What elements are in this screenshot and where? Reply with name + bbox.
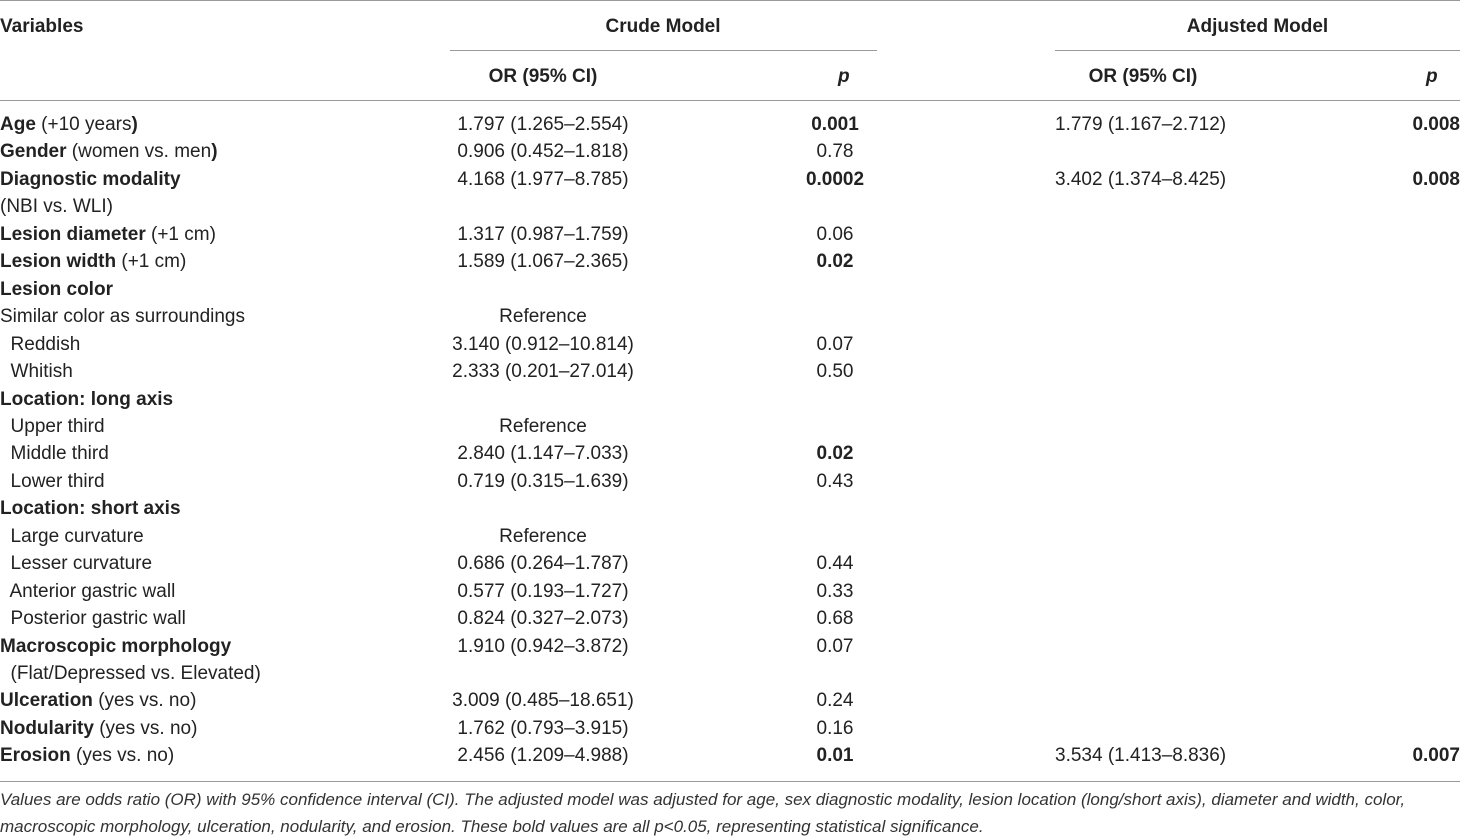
row-crude-or: 2.456 (1.209–4.988) bbox=[457, 745, 629, 766]
row-variable-detail: Similar color as surroundings bbox=[0, 306, 245, 327]
row-variable-bold-tail: ) bbox=[131, 114, 138, 135]
row-variable-detail: Lower third bbox=[0, 471, 105, 492]
row-crude-or: 4.168 (1.977–8.785) bbox=[457, 169, 629, 190]
row-variable bbox=[0, 306, 245, 328]
row-crude-p: 0.07 bbox=[816, 334, 854, 355]
row-variable bbox=[0, 141, 218, 163]
row-variable-detail: Large curvature bbox=[0, 526, 144, 547]
row-variable bbox=[0, 718, 197, 740]
header-adjusted-model: Adjusted Model bbox=[1186, 16, 1329, 37]
row-variable bbox=[0, 581, 175, 603]
row-variable-bold: Age bbox=[0, 114, 36, 135]
row-crude-or: 1.797 (1.265–2.554) bbox=[457, 114, 629, 135]
top-rule bbox=[0, 0, 1460, 1]
header-variables: Variables bbox=[0, 16, 84, 37]
row-variable-bold: Ulceration bbox=[0, 690, 93, 711]
row-crude-p: 0.68 bbox=[816, 608, 854, 629]
row-variable-bold: Location: long axis bbox=[0, 389, 174, 410]
row-crude-or: 2.840 (1.147–7.033) bbox=[457, 443, 629, 464]
row-variable-detail: Upper third bbox=[0, 416, 105, 437]
row-adjusted-p: 0.008 bbox=[1412, 169, 1460, 190]
row-crude-p: 0.43 bbox=[816, 471, 854, 492]
row-crude-or: 3.140 (0.912–10.814) bbox=[452, 334, 634, 355]
row-variable-detail: (yes vs. no) bbox=[70, 745, 175, 766]
header-rule bbox=[0, 100, 1460, 101]
row-variable-detail: Lesser curvature bbox=[0, 553, 153, 574]
row-variable bbox=[0, 279, 113, 301]
row-variable bbox=[0, 443, 109, 465]
row-crude-p: 0.78 bbox=[816, 141, 854, 162]
row-variable bbox=[0, 690, 196, 712]
row-crude-p: 0.16 bbox=[816, 718, 854, 739]
row-adjusted-p: 0.008 bbox=[1412, 114, 1460, 135]
row-variable bbox=[0, 663, 261, 685]
row-variable-detail: (+1 cm) bbox=[116, 251, 187, 272]
row-crude-p: 0.44 bbox=[816, 553, 854, 574]
row-variable-detail: (+10 years bbox=[35, 114, 132, 135]
row-variable-bold-tail: ) bbox=[211, 141, 218, 162]
crude-group-rule bbox=[450, 50, 877, 51]
row-variable-detail: Reddish bbox=[0, 334, 81, 355]
row-crude-p: 0.07 bbox=[816, 636, 854, 657]
row-crude-p: 0.06 bbox=[816, 224, 854, 245]
row-variable bbox=[0, 361, 73, 383]
row-variable bbox=[0, 416, 105, 438]
row-variable bbox=[0, 745, 174, 767]
row-crude-p: 0.001 bbox=[811, 114, 859, 135]
row-crude-or: 0.824 (0.327–2.073) bbox=[457, 608, 629, 629]
row-variable-detail: (+1 cm) bbox=[145, 224, 216, 245]
row-crude-or: 2.333 (0.201–27.014) bbox=[452, 361, 634, 382]
row-variable-bold: Diagnostic modality bbox=[0, 169, 181, 190]
row-variable-bold: Nodularity bbox=[0, 718, 94, 739]
row-crude-or: 3.009 (0.485–18.651) bbox=[452, 690, 634, 711]
row-variable-detail: Whitish bbox=[0, 361, 73, 382]
row-adjusted-or: 3.534 (1.413–8.836) bbox=[1055, 745, 1227, 766]
row-variable bbox=[0, 636, 231, 658]
row-crude-or: 0.686 (0.264–1.787) bbox=[457, 553, 629, 574]
row-crude-or: 1.910 (0.942–3.872) bbox=[457, 636, 629, 657]
row-crude-or: Reference bbox=[499, 526, 587, 547]
row-variable bbox=[0, 471, 105, 493]
row-variable bbox=[0, 169, 181, 191]
row-crude-or: Reference bbox=[499, 306, 587, 327]
row-crude-or: Reference bbox=[499, 416, 587, 437]
row-variable bbox=[0, 608, 186, 630]
row-variable-detail: (women vs. men bbox=[66, 141, 212, 162]
row-variable-bold: Lesion color bbox=[0, 279, 113, 300]
row-crude-or: 0.577 (0.193–1.727) bbox=[457, 581, 629, 602]
bottom-rule bbox=[0, 781, 1460, 782]
header-crude-p: p bbox=[838, 66, 850, 87]
row-crude-or: 1.762 (0.793–3.915) bbox=[457, 718, 629, 739]
row-variable-bold: Gender bbox=[0, 141, 67, 162]
row-variable bbox=[0, 114, 138, 136]
header-crude-or: OR (95% CI) bbox=[488, 66, 598, 87]
row-adjusted-p: 0.007 bbox=[1412, 745, 1460, 766]
row-variable bbox=[0, 526, 144, 548]
row-variable-bold: Macroscopic morphology bbox=[0, 636, 232, 657]
row-variable bbox=[0, 334, 80, 356]
row-variable bbox=[0, 251, 186, 273]
row-crude-p: 0.24 bbox=[816, 690, 854, 711]
row-crude-p: 0.02 bbox=[816, 251, 854, 272]
row-variable-detail: (Flat/Depressed vs. Elevated) bbox=[0, 663, 261, 684]
row-crude-or: 1.317 (0.987–1.759) bbox=[457, 224, 629, 245]
row-variable bbox=[0, 389, 173, 411]
row-variable-bold: Lesion width bbox=[0, 251, 117, 272]
row-crude-p: 0.01 bbox=[816, 745, 854, 766]
row-crude-or: 0.906 (0.452–1.818) bbox=[457, 141, 629, 162]
row-variable-detail: Middle third bbox=[0, 443, 109, 464]
row-adjusted-or: 1.779 (1.167–2.712) bbox=[1055, 114, 1227, 135]
row-crude-or: 1.589 (1.067–2.365) bbox=[457, 251, 629, 272]
row-crude-or: 0.719 (0.315–1.639) bbox=[457, 471, 629, 492]
row-variable bbox=[0, 553, 152, 575]
row-variable bbox=[0, 196, 113, 218]
row-crude-p: 0.50 bbox=[816, 361, 854, 382]
header-adjusted-or: OR (95% CI) bbox=[1088, 66, 1198, 87]
row-variable-detail: Anterior gastric wall bbox=[0, 581, 176, 602]
row-variable-bold: Erosion bbox=[0, 745, 71, 766]
table-footnote: Values are odds ratio (OR) with 95% confidence interval (CI). The adjusted model was adjusted for age, sex diagnostic modality, lesion location (long/short axis), diameter and width, color, macroscopic morphology, ulceration, nodularity, and erosion. These bold values are all p<0.05, representing statistical significance. bbox=[0, 790, 1406, 836]
row-variable-bold: Lesion diameter bbox=[0, 224, 146, 245]
row-variable bbox=[0, 224, 216, 246]
row-crude-p: 0.0002 bbox=[805, 169, 865, 190]
adjusted-group-rule bbox=[1055, 50, 1460, 51]
header-adjusted-p: p bbox=[1426, 66, 1438, 87]
row-adjusted-or: 3.402 (1.374–8.425) bbox=[1055, 169, 1227, 190]
row-variable-detail: Posterior gastric wall bbox=[0, 608, 186, 629]
row-variable-bold: Location: short axis bbox=[0, 498, 181, 519]
row-crude-p: 0.33 bbox=[816, 581, 854, 602]
row-crude-p: 0.02 bbox=[816, 443, 854, 464]
row-variable-detail: (yes vs. no) bbox=[92, 690, 197, 711]
row-variable-detail: (NBI vs. WLI) bbox=[0, 196, 113, 217]
header-crude-model: Crude Model bbox=[605, 16, 721, 37]
row-variable bbox=[0, 498, 181, 520]
row-variable-detail: (yes vs. no) bbox=[93, 718, 198, 739]
